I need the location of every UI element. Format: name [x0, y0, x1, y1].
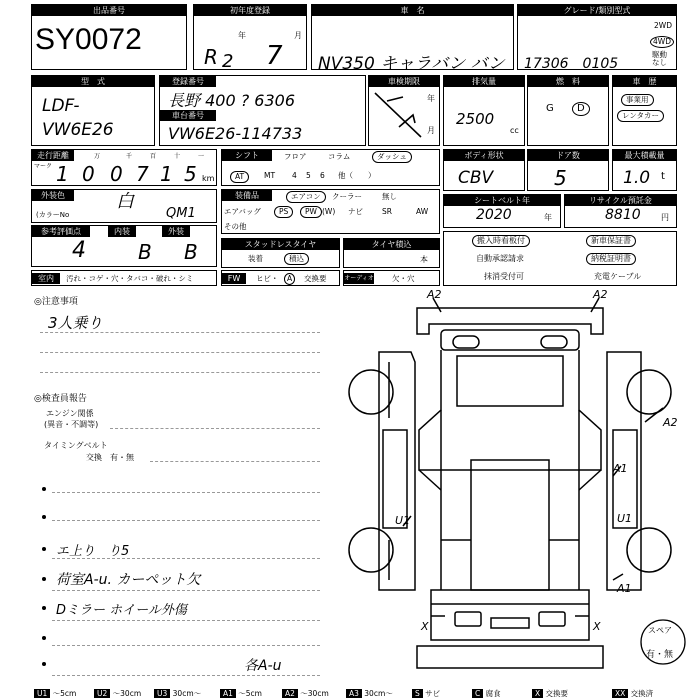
legend-item	[154, 688, 201, 700]
mark-right-rear: A1	[617, 582, 632, 595]
tire-load-label: タイヤ積込	[344, 239, 439, 250]
first-reg-era: R	[204, 45, 218, 69]
first-reg-label: 初年度登録	[194, 5, 306, 16]
grade-box	[517, 4, 677, 70]
interior-row-items: 汚れ・コゲ・穴・タバコ・破れ・シミ	[66, 274, 194, 283]
equip-ps: PS	[274, 206, 293, 218]
mileage-mark: マーク	[34, 163, 53, 170]
chassis-label: 車台番号	[160, 110, 216, 121]
history-rental: レンタカー	[617, 110, 664, 122]
load-value: 1.0	[623, 168, 651, 188]
doc-warranty: 新車保証書	[586, 235, 636, 247]
mark-left-mid: U1	[395, 514, 411, 527]
doc-auto-approve: 自動承認請求	[476, 254, 524, 263]
equip-pw-w: (W)	[322, 207, 336, 216]
shift-mt: MT	[264, 171, 276, 180]
shift-box	[221, 149, 440, 186]
legend-desc: ～5cm	[235, 689, 262, 698]
notes-line-1: 3人乗り	[48, 314, 103, 332]
model-label: 型 式	[32, 76, 154, 87]
grades-label: 参考評価点	[32, 226, 90, 237]
bullet-rule-7	[52, 675, 320, 676]
body-type-label: ボディ形状	[444, 150, 524, 161]
fuel-box	[527, 75, 609, 146]
bullet-1	[42, 487, 46, 491]
legend-item	[220, 688, 262, 700]
equip-aw: AW	[416, 207, 429, 216]
fuel-d: D	[572, 102, 590, 116]
shift-at: AT	[230, 171, 249, 183]
doc-carry-in: 搬入時看板付	[472, 235, 530, 247]
doors-value: 5	[554, 166, 567, 190]
mileage-label: 走行距離	[32, 150, 74, 161]
exterior-label: 外装	[162, 226, 190, 237]
shift-g6: 6	[320, 171, 325, 180]
seatbelt-label: シートベルト年	[444, 195, 560, 206]
doc-cancel: 抹消受付可	[484, 272, 524, 281]
mileage-digit-0: 1	[56, 162, 69, 186]
inspection-box	[368, 75, 440, 146]
recycle-value: 8810	[605, 207, 641, 223]
color-box	[31, 189, 217, 223]
equip-pw: PW	[300, 206, 322, 218]
docs-box	[443, 231, 677, 286]
exterior-grade: B	[184, 240, 198, 264]
legend-desc: 腐食	[483, 689, 501, 698]
legend-desc: サビ	[422, 689, 441, 698]
studless-fitted: 装着	[248, 254, 263, 263]
mileage-place-0: 万	[94, 153, 101, 160]
legend-item	[94, 688, 141, 700]
mileage-box	[31, 149, 217, 186]
bullet-4	[42, 577, 46, 581]
legend-desc: 交換要	[543, 689, 569, 698]
legend-tag: A2	[282, 689, 298, 698]
fw-items: ヒビ・	[256, 274, 279, 283]
mark-front-right: A2	[593, 288, 608, 301]
registration-value: 長野 400 ? 6306	[168, 91, 296, 110]
audio-label: オーディオ	[344, 275, 374, 282]
mileage-place-2: 百	[150, 153, 157, 160]
bullet-rule-5	[52, 620, 320, 621]
legend-desc: 30cm～	[170, 689, 202, 698]
legend-tag: S	[412, 689, 423, 698]
tire-load-unit: 本	[420, 255, 428, 264]
bullet-5	[42, 606, 46, 610]
shift-column: コラム	[328, 152, 351, 161]
legend-tag: U3	[154, 689, 170, 698]
fuel-g: G	[546, 103, 554, 114]
first-reg-nen: 年	[238, 31, 246, 40]
drive-none: 駆動なし	[652, 50, 667, 67]
inspection-gatsu: 月	[427, 126, 435, 135]
bullet-rule-6	[52, 645, 320, 646]
first-reg-year: 2	[222, 51, 234, 72]
model-value-1: LDF-	[42, 96, 80, 116]
legend-tag: U1	[34, 689, 50, 698]
load-label: 最大積載量	[613, 150, 676, 161]
inspector-line-a: エ上り り5	[56, 544, 130, 559]
grades-box	[31, 225, 217, 267]
equip-airbag: エアバッグ	[224, 207, 261, 216]
load-box	[612, 149, 677, 191]
equipment-label: 装備品	[222, 190, 272, 201]
shift-g4: 4	[292, 171, 297, 180]
lot-label: 出品番号	[32, 5, 186, 16]
history-business: 事業用	[621, 94, 654, 106]
interior-row	[31, 270, 217, 286]
mark-front-left: A2	[427, 288, 442, 301]
inspection-none-strike	[369, 87, 439, 147]
lot-box	[31, 4, 187, 70]
mark-rear-right: X	[593, 620, 601, 633]
tire-load-box	[343, 238, 440, 268]
legend-desc: ～30cm	[297, 689, 329, 698]
doc-charge-cable: 充電ケーブル	[594, 272, 642, 281]
fw-mark: A	[284, 273, 295, 285]
model-value-2: VW6E26	[42, 120, 114, 140]
bullet-7	[42, 662, 46, 666]
legend-item	[472, 688, 501, 700]
doc-tax-cert: 納税証明書	[586, 253, 636, 265]
first-reg-box	[193, 4, 307, 70]
color-label: 外装色	[32, 190, 74, 201]
car-name-box	[311, 4, 514, 74]
doors-box	[527, 149, 609, 191]
bullet-rule-4	[52, 590, 320, 591]
studless-label: スタッドレスタイヤ	[222, 239, 339, 250]
grade-value: 17306 0105	[524, 56, 619, 72]
equip-other: その他	[224, 222, 247, 231]
mileage-place-1: 千	[126, 153, 133, 160]
equip-sr: SR	[382, 207, 392, 216]
studless-loaded: 積込	[284, 253, 309, 265]
bullet-rule-1	[52, 492, 320, 493]
registration-label: 登録番号	[160, 76, 216, 87]
displacement-label: 排気量	[444, 76, 524, 87]
inspector-line-c: Dミラー ホイール外傷	[56, 603, 187, 618]
seatbelt-box	[443, 194, 561, 228]
timing-label: タイミングベルト	[44, 441, 108, 450]
grades-score: 4	[72, 238, 86, 263]
color-value: 白	[116, 191, 134, 212]
first-reg-gatsu: 月	[294, 31, 302, 40]
engine-sub: (異音・不調等)	[44, 420, 99, 429]
legend-tag: A1	[220, 689, 236, 698]
mileage-unit: km	[202, 174, 215, 183]
interior-row-label: 室内	[32, 273, 60, 284]
mark-right-mid: U1	[617, 512, 633, 525]
legend-tag: XX	[612, 689, 628, 698]
mileage-digit-3: 7	[136, 162, 149, 186]
notes-rule-2	[40, 352, 320, 353]
first-reg-month: 7	[266, 41, 283, 71]
engine-rule	[110, 428, 320, 429]
bullet-2	[42, 515, 46, 519]
inspection-label: 車検期限	[369, 76, 439, 87]
notes-rule-3	[40, 372, 320, 373]
color-code-label: (カラーNo	[36, 211, 70, 219]
history-label: 車 歴	[613, 76, 676, 87]
bullet-rule-2	[52, 520, 320, 521]
inspector-title: ◎検査員報告	[34, 394, 87, 404]
car-name-label: 車 名	[312, 5, 513, 16]
timing-sub: 交換 有・無	[86, 453, 134, 462]
fuel-label: 燃 料	[528, 76, 608, 87]
legend-tag: U2	[94, 689, 110, 698]
legend-desc: 30cm～	[361, 689, 393, 698]
notes-rule-1	[40, 332, 320, 333]
mileage-digit-2: 0	[110, 162, 123, 186]
timing-rule	[150, 461, 320, 462]
recycle-yen: 円	[661, 213, 669, 222]
interior-grade: B	[138, 240, 152, 264]
load-unit: t	[661, 171, 665, 182]
equip-aircon: エアコン	[286, 191, 326, 203]
fw-label: FW	[222, 273, 246, 284]
body-type-box	[443, 149, 525, 191]
mark-right-door: A1	[613, 462, 628, 475]
displacement-value: 2500	[456, 110, 495, 128]
fw-swap: 交換要	[304, 274, 327, 283]
spare-value: 有・無	[646, 650, 674, 660]
legend-desc: ～5cm	[50, 689, 77, 698]
registration-box	[159, 75, 366, 146]
mark-right-front: A2	[663, 416, 678, 429]
history-box	[612, 75, 677, 146]
displacement-box	[443, 75, 525, 146]
mileage-digit-5: 5	[184, 162, 197, 186]
drive-2wd: 2WD	[654, 21, 672, 30]
legend-item	[34, 688, 76, 700]
grade-label: グレード/類別型式	[518, 5, 676, 16]
equip-none: 無し	[382, 192, 397, 201]
car-name-value: NV350 キャラバン バン	[318, 54, 505, 74]
legend-tag: X	[532, 689, 543, 698]
color-code: QM1	[166, 206, 196, 221]
shift-label: シフト	[222, 150, 272, 161]
notes-title: ◎注意事項	[34, 297, 78, 307]
legend-tag: A3	[346, 689, 362, 698]
legend-item	[412, 688, 440, 700]
recycle-box	[564, 194, 677, 228]
shift-g5: 5	[306, 171, 311, 180]
fw-row	[221, 270, 340, 286]
seatbelt-nen: 年	[544, 213, 552, 222]
vehicle-diagram	[345, 288, 678, 680]
inspector-line-b: 荷室A-u. カーペット欠	[56, 572, 201, 588]
interior-label: 内装	[108, 226, 136, 237]
mileage-place-3: 十	[174, 153, 181, 160]
inspector-line-d: 各A-u	[244, 658, 282, 674]
drive-4wd: 4WD	[650, 36, 674, 48]
chassis-value: VW6E26-114733	[168, 124, 303, 143]
legend-item	[282, 688, 329, 700]
equip-cooler: クーラー	[332, 192, 362, 201]
mileage-place-4: 一	[198, 153, 205, 160]
recycle-label: リサイクル預託金	[565, 195, 676, 206]
model-box	[31, 75, 155, 146]
equipment-box	[221, 189, 440, 234]
legend-tag: C	[472, 689, 483, 698]
legend-item	[532, 688, 568, 700]
lot-number: SY0072	[35, 23, 142, 56]
legend-desc: ～30cm	[110, 689, 142, 698]
spare-label: スペア	[648, 626, 672, 635]
mileage-digit-1: 0	[82, 162, 95, 186]
shift-other: 他（ ）	[338, 171, 376, 180]
displacement-unit: cc	[510, 126, 519, 135]
legend-desc: 交換済	[628, 689, 654, 698]
seatbelt-value: 2020	[476, 207, 512, 223]
body-type-value: CBV	[458, 168, 494, 188]
doors-label: ドア数	[528, 150, 608, 161]
studless-box	[221, 238, 340, 268]
mark-rear-left: X	[421, 620, 429, 633]
inspection-nen: 年	[427, 94, 435, 103]
legend-item	[346, 688, 393, 700]
bullet-3	[42, 547, 46, 551]
shift-floor: フロア	[284, 152, 307, 161]
shift-dash: ダッシュ	[372, 151, 412, 163]
mileage-digit-4: 1	[160, 162, 173, 186]
audio-items: 欠・穴	[392, 274, 415, 283]
legend-item	[612, 688, 653, 700]
bullet-rule-3	[52, 558, 320, 559]
equip-navi: ナビ	[348, 207, 363, 216]
engine-label: エンジン関係	[46, 409, 94, 418]
bullet-6	[42, 636, 46, 640]
audio-row	[343, 270, 440, 286]
